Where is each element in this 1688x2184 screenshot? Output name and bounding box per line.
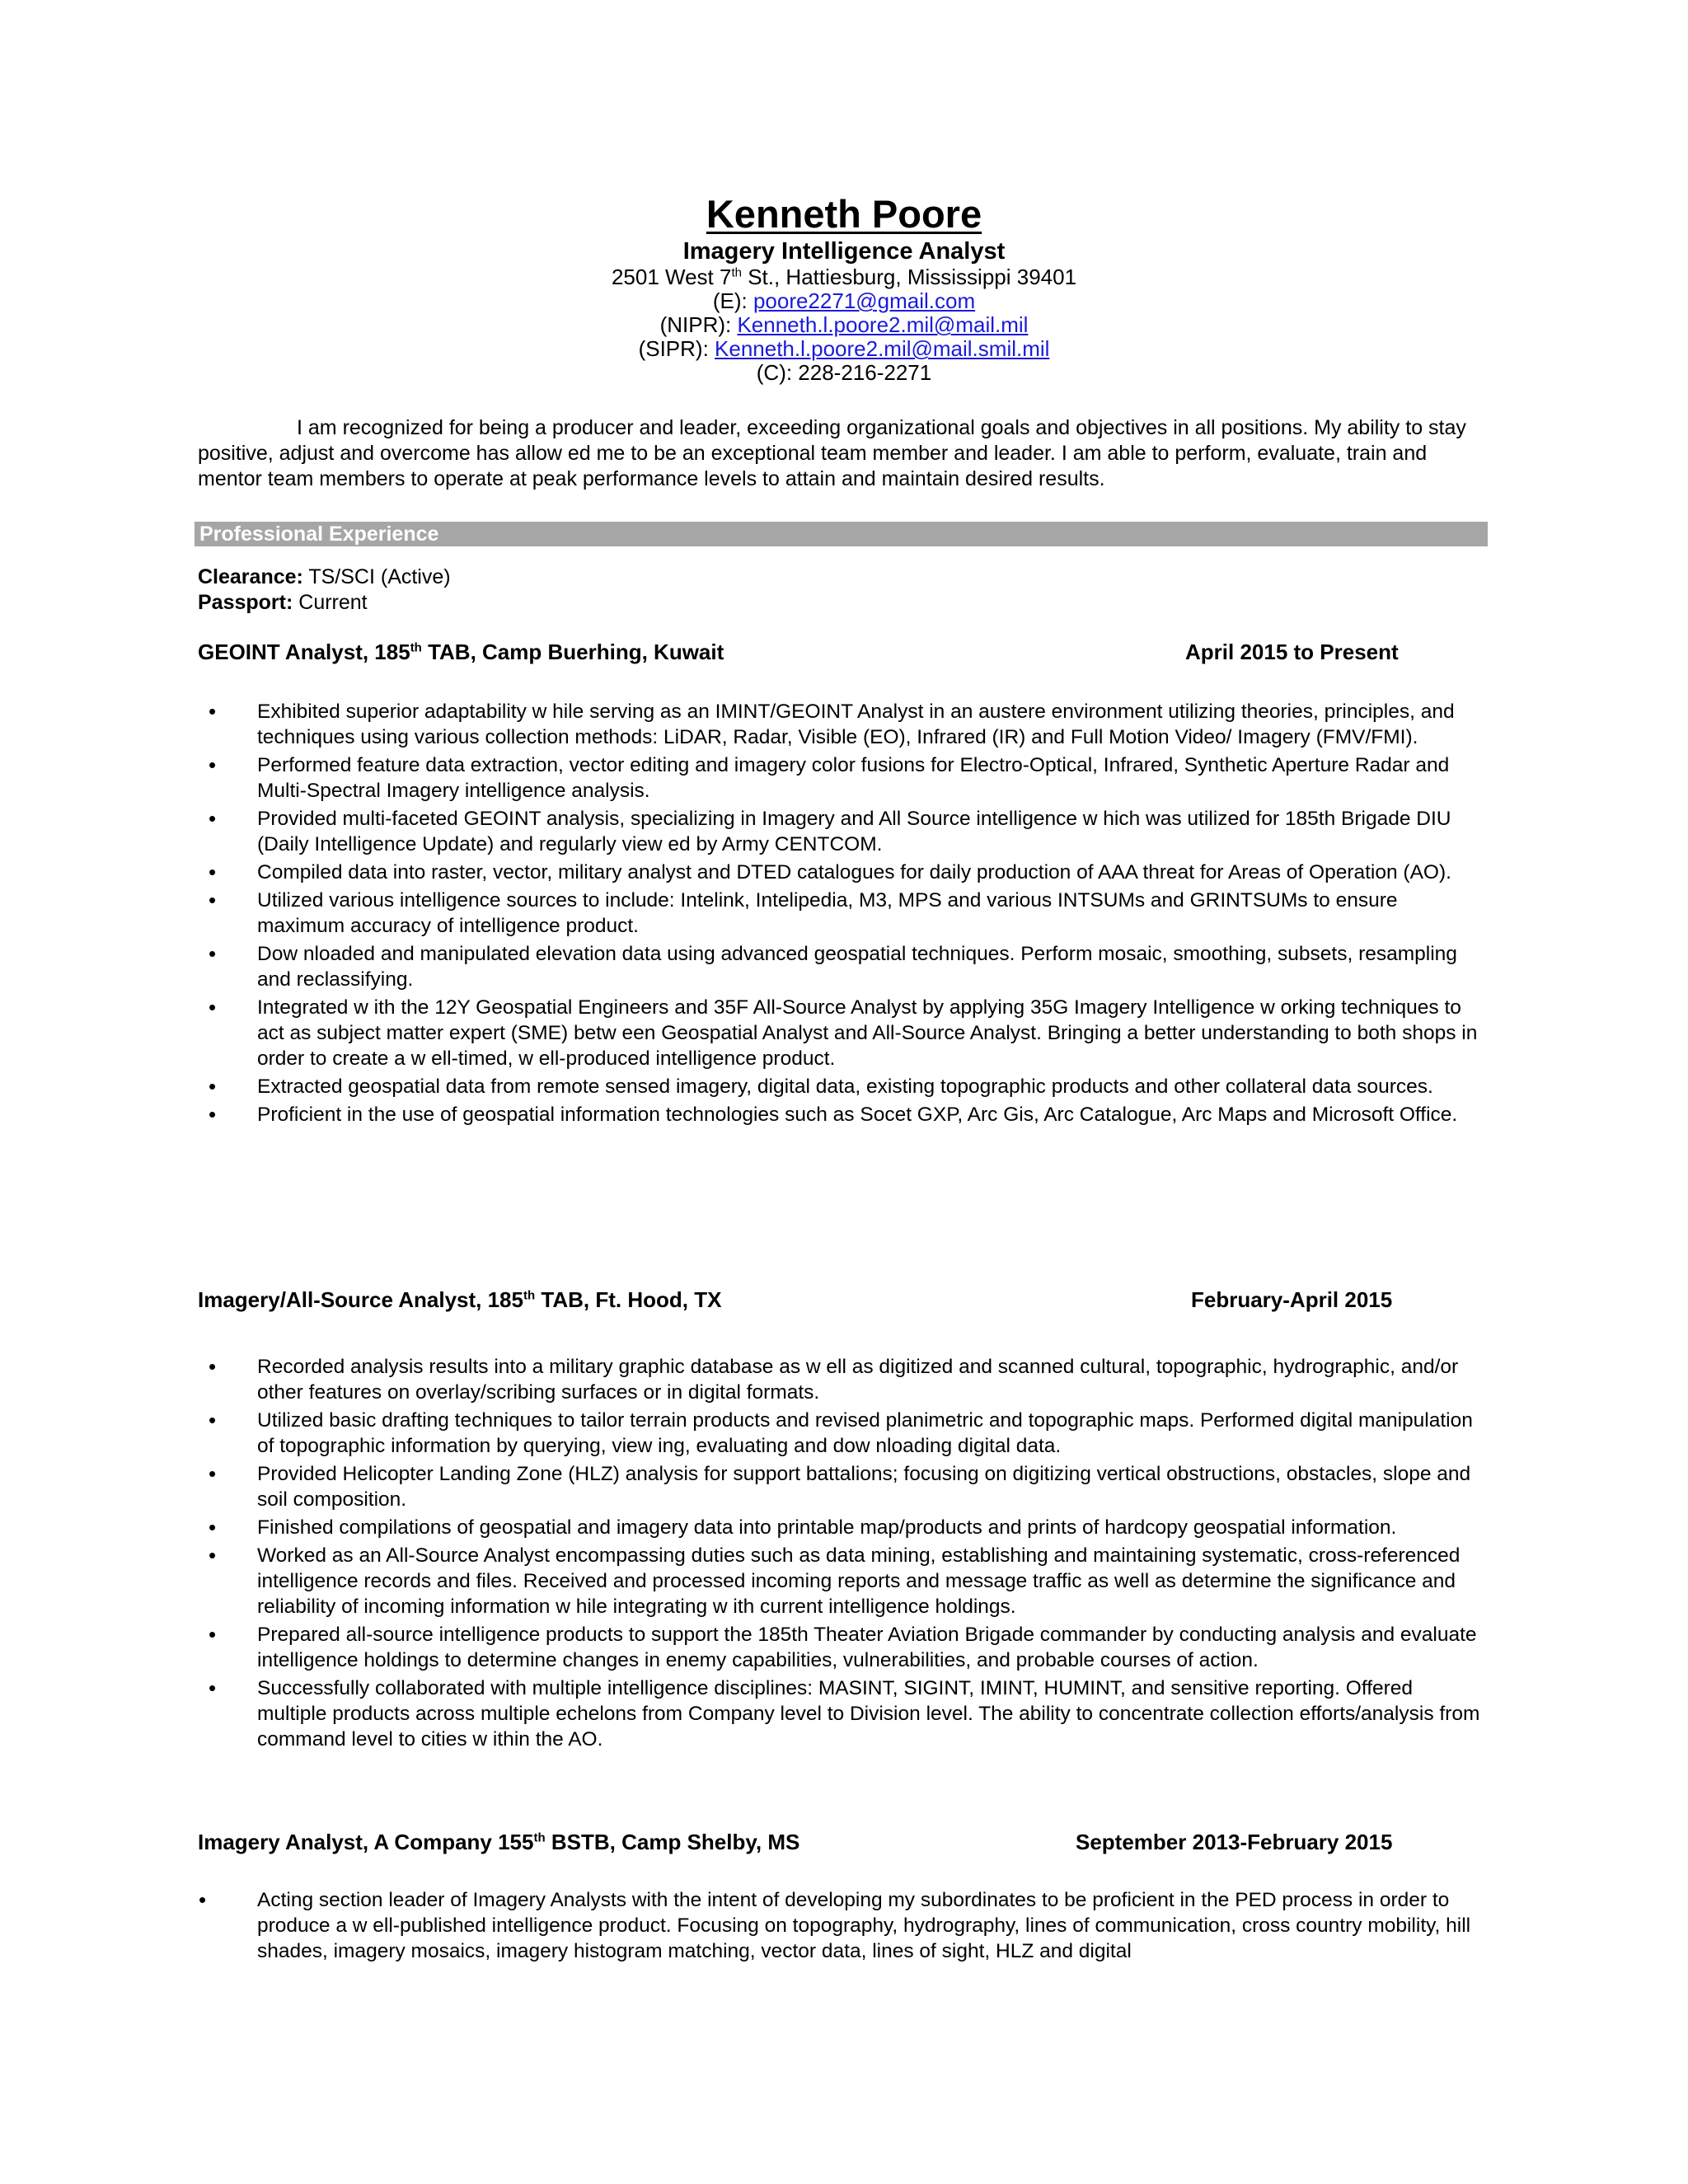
job-title: Imagery Analyst, A Company 155th BSTB, Camp Shelby, MS [198,1830,800,1854]
job-heading [198,1286,1492,1314]
nipr-email-link[interactable]: Kenneth.l.poore2.mil@mail.mil [737,312,1029,337]
list-item: • Extracted geospatial data from remote sensed imagery, digital data, existing topographic products and other collateral data sources. [209,1074,1433,1099]
list-item: • Compiled data into raster, vector, military analyst and DTED catalogues for daily production of AAA threat for Areas of Operation (AO). [209,860,1451,884]
job-dates: February-April 2015 [1191,1287,1393,1312]
passport-line [198,590,368,616]
sipr-email-link[interactable]: Kenneth.l.poore2.mil@mail.smil.mil [715,336,1050,361]
passport-label: Passport: [198,591,293,614]
section-header-experience: Professional Experience [195,522,1488,546]
job-bullet-list [0,1887,1485,1966]
job-heading [198,638,1492,666]
address-superscript: th [731,265,742,280]
candidate-name: Kenneth Poore [706,192,982,236]
address-city: St., Hattiesburg, Mississippi 39401 [741,265,1077,289]
email-label: (E): [712,288,753,313]
nipr-label: (NIPR): [659,312,738,337]
sipr-line [0,337,1688,361]
nipr-line [0,313,1688,337]
list-item: • Acting section leader of Imagery Analysts with the intent of developing my subordinates to be proficient in the PED process in order to produce a w ell-published intelligence product. Focusing on topography, hydrography, lines of communication, cross country mobility, hill shades, imagery mosaics, imagery histogram matching, vector data, lines of sight, HLZ and digital [199,1887,1471,1962]
list-item: • Utilized basic drafting techniques to tailor terrain products and revised planimetric and topographic maps. Performed digital manipulation of topographic information by querying, view ing, evaluating and dow nloading digital data. [209,1408,1473,1457]
cell-phone: (C): 228-216-2271 [756,360,932,385]
address-line [0,265,1688,289]
list-item: • Utilized various intelligence sources to include: Intelink, Intelipedia, M3, MPS and various INTSUMs and GRINTSUMs to ensure maximum accuracy of intelligence product. [209,888,1398,937]
list-item: • Provided Helicopter Landing Zone (HLZ) analysis for support battalions; focusing on digitizing vertical obstructions, obstacles, slope and soil composition. [209,1461,1471,1511]
list-item: • Finished compilations of geospatial and imagery data into printable map/products and prints of hardcopy geospatial information. [209,1515,1397,1540]
list-item: • Performed feature data extraction, vector editing and imagery color fusions for Electro-Optical, Infrared, Synthetic Aperture Radar and Multi-Spectral Imagery intelligence analysis. [209,752,1450,802]
job-bullet-list [0,699,1485,1130]
list-item: • Exhibited superior adaptability w hile serving as an IMINT/GEOINT Analyst in an austere environment utilizing theories, principles, and techniques using various collection methods: LiDAR, Radar, Visible (EO), Infrared (IR) and Full Motion Video/ Imagery (FMV/FMI). [209,699,1455,748]
list-item: • Provided multi-faceted GEOINT analysis, specializing in Imagery and All Source intelligence w hich was utilized for 185th Brigade DIU (Daily Intelligence Update) and regularly view ed by Army CENTCOM. [209,806,1451,855]
list-item: • Successfully collaborated with multiple intelligence disciplines: MASINT, SIGINT, IMINT, HUMINT, and sensitive reporting. Offered multiple products across multiple echelons from Company level to Division level. The ability to concentrate collection efforts/analysis from command level to cities w ithin the AO. [209,1675,1480,1750]
list-item: • Proficient in the use of geospatial information technologies such as Socet GXP, Arc Gis, Arc Catalogue, Arc Maps and Microsoft Office. [209,1102,1458,1127]
sipr-label: (SIPR): [638,336,715,361]
address-street: 2501 West 7 [611,265,732,289]
clearance-line [198,565,451,590]
job-title: Imagery/All-Source Analyst, 185th TAB, Ft. Hood, TX [198,1287,722,1312]
passport-value: Current [293,591,368,614]
candidate-title: Imagery Intelligence Analyst [682,238,1006,265]
job-dates: September 2013-February 2015 [1076,1830,1393,1854]
email-link[interactable]: poore2271@gmail.com [753,288,976,313]
resume-header [0,191,1688,385]
list-item: • Dow nloaded and manipulated elevation data using advanced geospatial techniques. Perform mosaic, smoothing, subsets, resampling and reclassifying. [209,941,1457,991]
summary-paragraph: I am recognized for being a producer and leader, exceeding organizational goals and objectives in all positions. My ability to stay positive, adjust and overcome has allow ed me to be an exceptional team member and leader. I am able to perform, evaluate, train and mentor team members to operate at peak performance levels to attain and maintain desired results. [198,416,1466,490]
clearance-label: Clearance: [198,565,303,588]
job-bullet-list [0,1354,1485,1755]
list-item: • Integrated w ith the 12Y Geospatial Engineers and 35F All-Source Analyst by applying 35G Imagery Intelligence w orking techniques to act as subject matter expert (SME) betw een Geospatial Analyst and All-Source Analyst. Bringing a better understanding to both shops in order to create a w ell-timed, w ell-produced intelligence product. [209,995,1478,1070]
list-item: • Recorded analysis results into a military graphic database as w ell as digitized and scanned cultural, topographic, hydrographic, and/or other features on overlay/scribing surfaces or in digital formats. [209,1354,1459,1404]
email-line [0,289,1688,313]
job-dates: April 2015 to Present [1185,640,1399,664]
list-item: • Worked as an All-Source Analyst encompassing duties such as data mining, establishing and maintaining systematic, cross-referenced intelligence records and files. Received and processed incoming reports and message traffic as well as determine the significance and reliability of incoming information w hile integrating w ith current intelligence holdings. [209,1543,1461,1618]
clearance-value: TS/SCI (Active) [302,565,451,588]
list-item: • Prepared all-source intelligence products to support the 185th Theater Aviation Brigade commander by conducting analysis and evaluate intelligence holdings to determine changes in enemy capabilities, vulnerabilities, and probable courses of action. [209,1622,1477,1671]
job-title: GEOINT Analyst, 185th TAB, Camp Buerhing, Kuwait [198,640,724,664]
job-heading [198,1828,1492,1856]
